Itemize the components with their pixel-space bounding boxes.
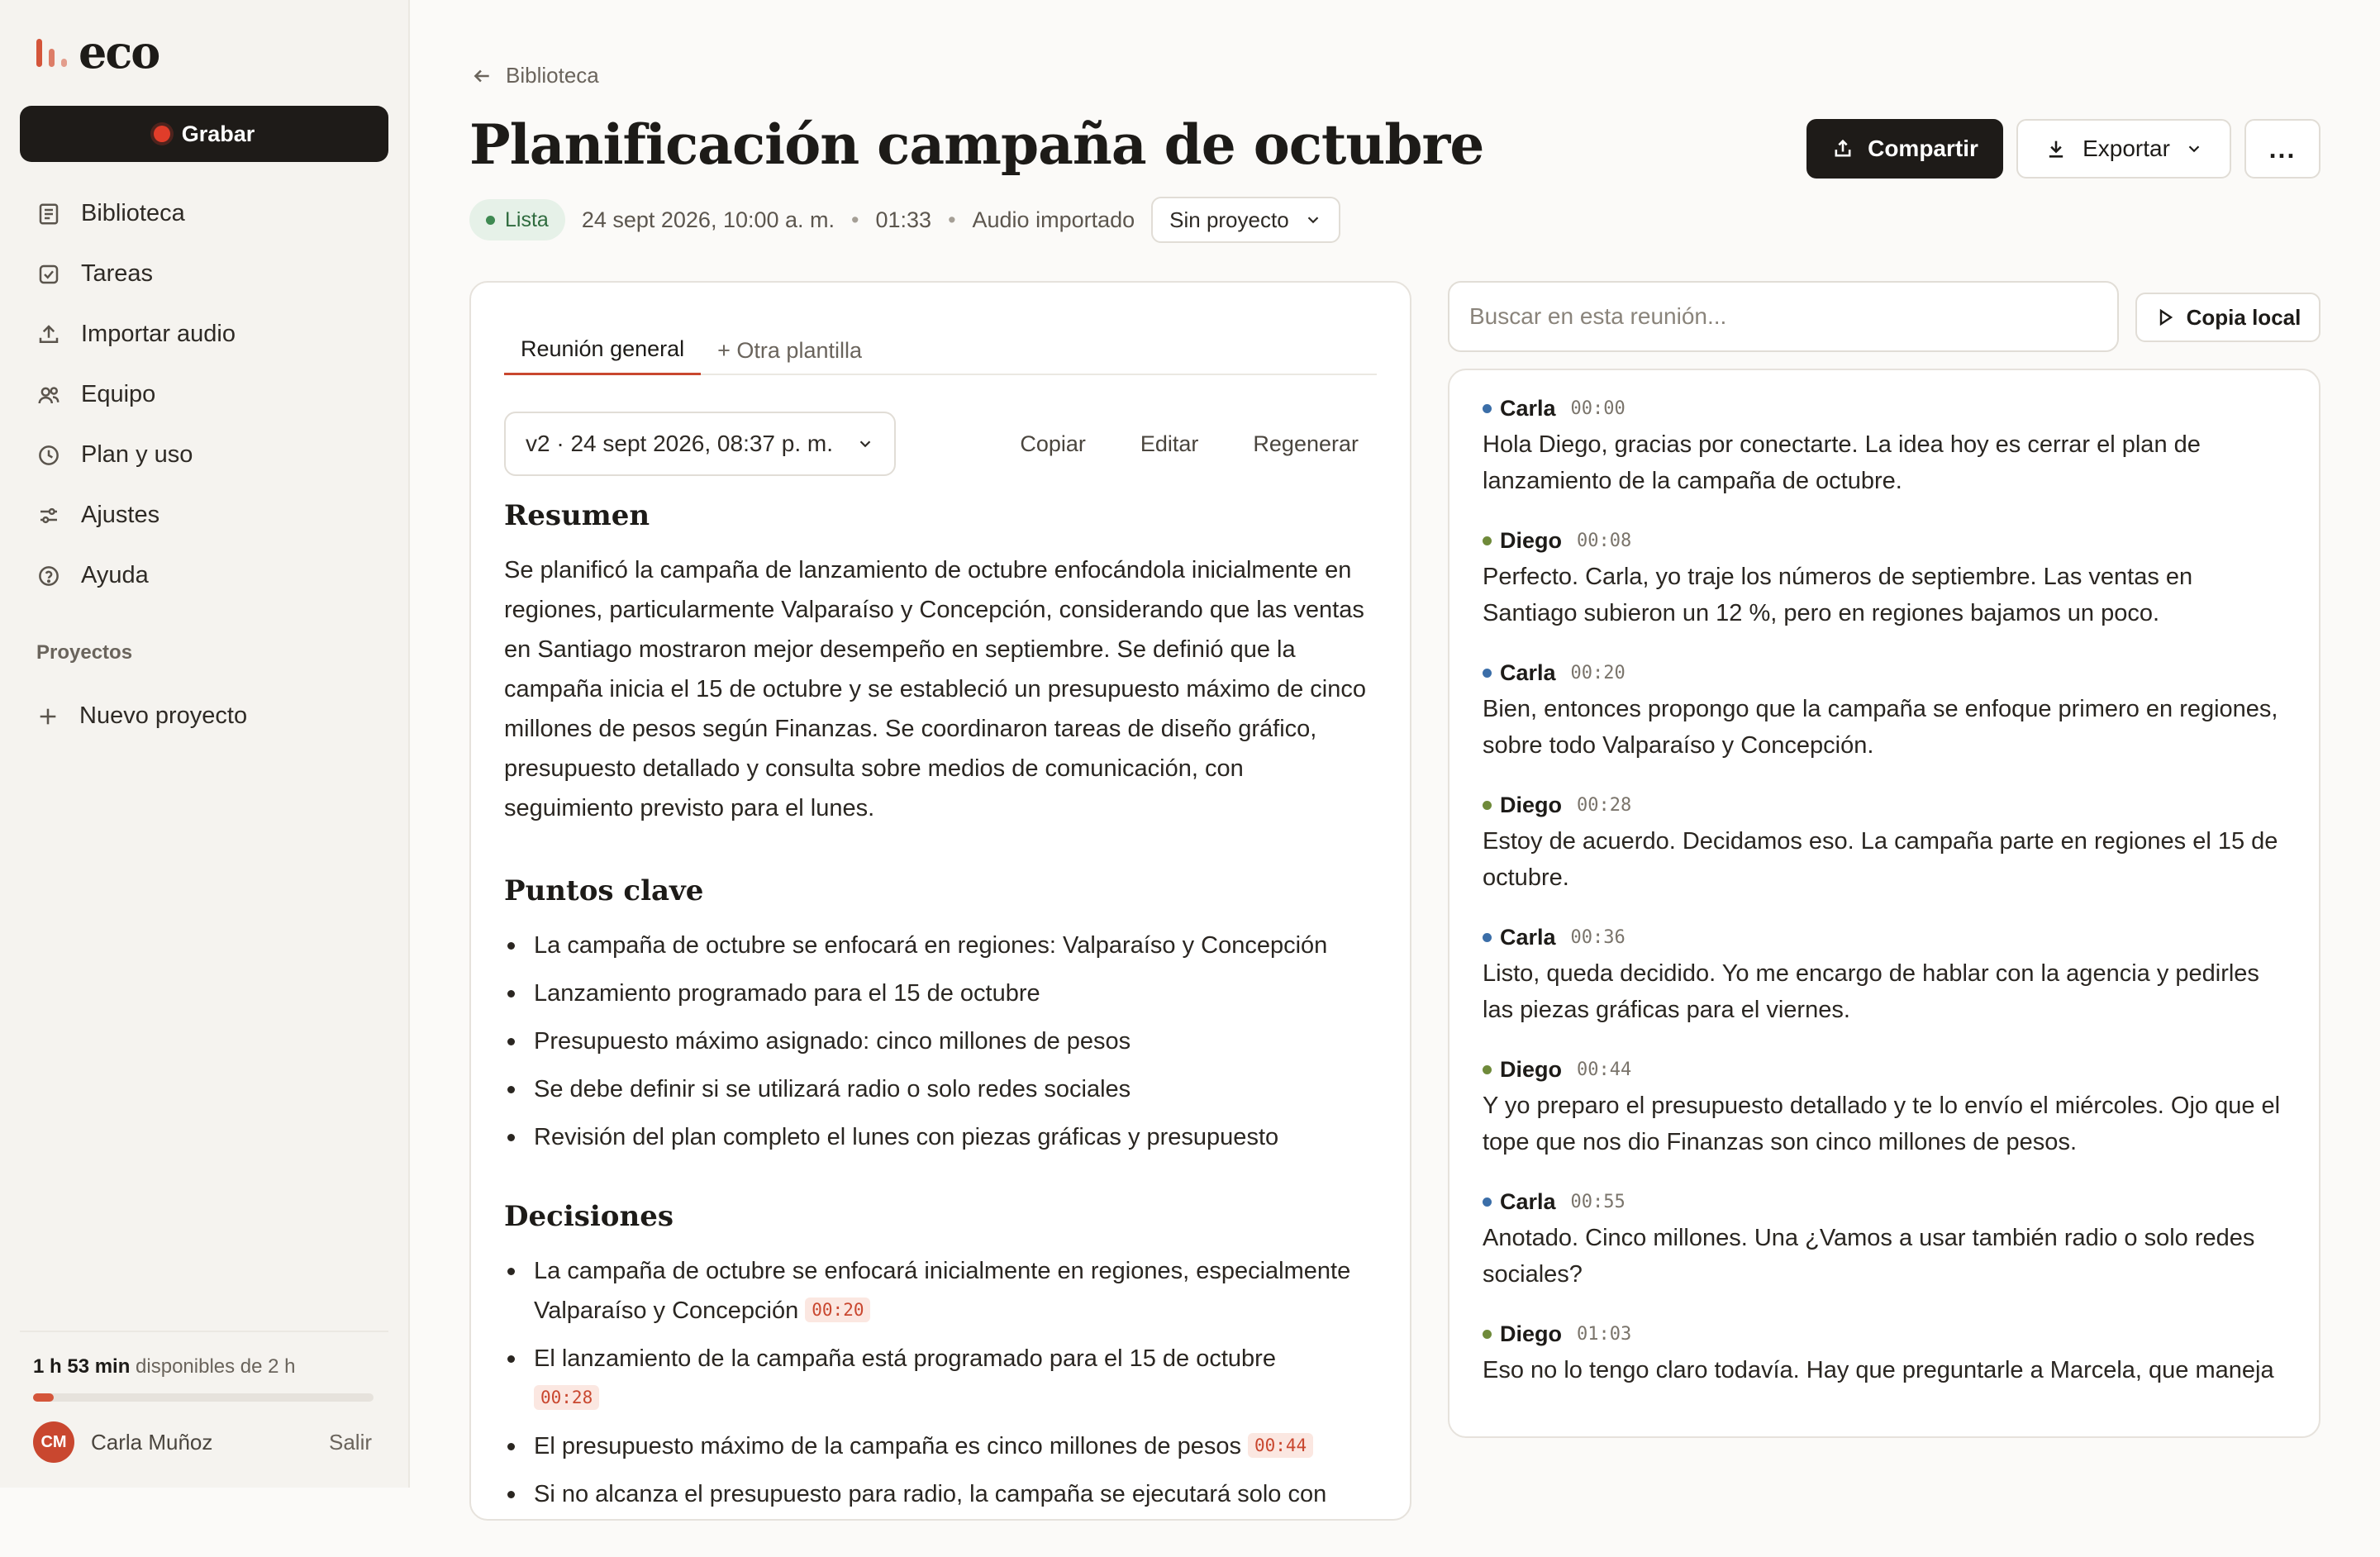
export-button[interactable] xyxy=(2016,119,2231,179)
list-item: Lanzamiento programado para el 15 de octubre xyxy=(504,974,1388,1013)
timestamp-link[interactable]: 00:44 xyxy=(1248,1433,1313,1458)
usage-panel xyxy=(20,1331,388,1402)
speaker-name: Carla xyxy=(1500,395,1556,421)
user-row xyxy=(33,1421,372,1463)
status-badge xyxy=(469,199,565,240)
decision-text: El lanzamiento de la campaña está programado para el 15 de octubre xyxy=(534,1345,1276,1372)
sidebar-item-label: Equipo xyxy=(81,381,156,407)
turn-text: Listo, queda decidido. Yo me encargo de hablar con la agencia y pedirles las piezas gráficas para el viernes. xyxy=(1483,960,2259,1023)
share-button[interactable] xyxy=(1806,119,2003,179)
upload-icon xyxy=(36,322,61,347)
local-copy-button[interactable] xyxy=(2135,293,2320,342)
copy-button[interactable]: Copiar xyxy=(1020,431,1086,456)
resumen-text: Se planificó la campaña de lanzamiento de octubre enfocándola inicialmente en regiones, particularmente Valparaíso y Concepción, considerando que las ventas en Santiago mostraron mejor desempeño en septiembre. Se definió que la campaña inicia el 15 de octubre y se estableció un presupuesto máximo de cinco millones de pesos según Finanzas. Se coordinaron tareas de diseño gráfico, presupuesto detallado y consulta sobre medios de comunicación, con seguimiento previsto para el lunes. xyxy=(504,557,1366,821)
list-item: Se debe definir si se utilizará radio o solo redes sociales xyxy=(504,1069,1388,1109)
new-project-label: Nuevo proyecto xyxy=(79,702,248,729)
status-dot-icon xyxy=(486,216,495,225)
logout-button[interactable]: Salir xyxy=(328,1429,372,1455)
meeting-source: Audio importado xyxy=(972,207,1135,232)
usage-text xyxy=(20,1355,388,1378)
transcript-search-input[interactable] xyxy=(1448,281,2119,352)
turn-header xyxy=(1483,788,2292,821)
speaker-dot-icon xyxy=(1483,1330,1492,1339)
sidebar-item-plan-y-uso[interactable] xyxy=(20,425,388,485)
tab-reunion-general[interactable]: Reunión general xyxy=(504,326,701,375)
chevron-down-icon xyxy=(2185,140,2203,158)
avatar[interactable]: CM xyxy=(33,1421,74,1463)
list-item: Presupuesto máximo asignado: cinco millones de pesos xyxy=(504,1021,1388,1061)
version-value: v2 · 24 sept 2026, 08:37 p. m. xyxy=(526,431,834,456)
transcript-turn[interactable] xyxy=(1483,1317,2292,1388)
sidebar-nav xyxy=(20,183,388,606)
decision-text: La campaña de octubre se enfocará inicialmente en regiones, especialmente Valparaíso y Concepción xyxy=(534,1258,1351,1324)
help-icon xyxy=(36,564,61,588)
sidebar xyxy=(0,0,410,1488)
transcript-turn[interactable] xyxy=(1483,921,2292,1028)
sidebar-item-ayuda[interactable] xyxy=(20,545,388,606)
turn-text: Estoy de acuerdo. Decidamos eso. La campaña parte en regiones el 15 de octubre. xyxy=(1483,828,2278,891)
timestamp-link[interactable]: 00:20 xyxy=(805,1298,870,1322)
record-dot-icon xyxy=(154,126,170,142)
list-item: Revisión del plan completo el lunes con piezas gráficas y presupuesto xyxy=(504,1117,1388,1157)
arrow-left-icon xyxy=(471,65,493,87)
turn-text: Hola Diego, gracias por conectarte. La idea hoy es cerrar el plan de lanzamiento de la campaña de octubre. xyxy=(1483,431,2201,494)
edit-button[interactable]: Editar xyxy=(1140,431,1199,456)
turn-text: Perfecto. Carla, yo traje los números de septiembre. Las ventas en Santiago subieron un 12 %, pero en regiones bajamos un poco. xyxy=(1483,564,2193,626)
transcript-turn[interactable] xyxy=(1483,1185,2292,1293)
speaker-name: Diego xyxy=(1500,792,1563,817)
play-icon xyxy=(2155,307,2175,327)
speaker-dot-icon xyxy=(1483,536,1492,545)
list-item xyxy=(504,1339,1388,1418)
speaker-name: Carla xyxy=(1500,1188,1556,1214)
list-item xyxy=(504,1251,1388,1331)
transcript-panel xyxy=(1448,369,2320,1438)
record-button[interactable] xyxy=(20,106,388,162)
speaker-dot-icon xyxy=(1483,1065,1492,1074)
transcript-turn[interactable] xyxy=(1483,656,2292,764)
speaker-dot-icon xyxy=(1483,669,1492,678)
sidebar-item-label: Plan y uso xyxy=(81,441,193,468)
puntos-clave-heading: Puntos clave xyxy=(504,874,704,907)
summary-actions xyxy=(983,412,1377,476)
sidebar-item-ajustes[interactable] xyxy=(20,485,388,545)
speaker-name: Diego xyxy=(1500,1056,1563,1082)
puntos-clave-list xyxy=(504,926,1388,1157)
back-link[interactable] xyxy=(471,63,599,88)
more-icon: ... xyxy=(2268,133,2297,164)
sliders-icon xyxy=(36,503,61,528)
project-select[interactable] xyxy=(1151,197,1340,243)
turn-header xyxy=(1483,921,2292,954)
clock-icon xyxy=(36,443,61,468)
turn-text: Anotado. Cinco millones. Una ¿Vamos a usar también radio o solo redes sociales? xyxy=(1483,1225,2255,1288)
speaker-dot-icon xyxy=(1483,404,1492,413)
turn-header xyxy=(1483,392,2292,425)
list-item xyxy=(504,1426,1388,1466)
turn-header xyxy=(1483,1317,2292,1350)
page-title: Planificación campaña de octubre xyxy=(469,112,1484,177)
summary-content xyxy=(504,499,1388,1557)
speaker-name: Diego xyxy=(1500,1321,1563,1346)
separator-dot: • xyxy=(851,207,859,232)
more-options-button[interactable] xyxy=(2244,119,2320,179)
tab-otra-plantilla[interactable]: + Otra plantilla xyxy=(717,337,862,363)
transcript-turn[interactable] xyxy=(1483,1053,2292,1160)
search-placeholder: Buscar en esta reunión... xyxy=(1469,303,1727,329)
turn-timestamp[interactable]: 00:08 xyxy=(1577,530,1632,551)
sidebar-item-label: Tareas xyxy=(81,260,154,287)
turn-timestamp[interactable]: 00:36 xyxy=(1570,926,1626,948)
template-tabs xyxy=(504,326,1377,375)
transcript-turn[interactable] xyxy=(1483,392,2292,499)
speaker-dot-icon xyxy=(1483,1198,1492,1207)
meeting-date: 24 sept 2026, 10:00 a. m. xyxy=(581,207,835,232)
usage-used: 1 h 53 min xyxy=(33,1355,131,1378)
speaker-dot-icon xyxy=(1483,801,1492,810)
turn-header xyxy=(1483,1053,2292,1086)
sidebar-item-label: Ayuda xyxy=(81,562,149,588)
meeting-duration: 01:33 xyxy=(875,207,932,232)
project-value: Sin proyecto xyxy=(1169,207,1289,232)
sidebar-item-equipo[interactable] xyxy=(20,364,388,425)
sidebar-item-tareas[interactable] xyxy=(20,244,388,304)
local-copy-label: Copia local xyxy=(2186,304,2301,330)
turn-text: Bien, entonces propongo que la campaña se enfoque primero en regiones, sobre todo Valparaíso y Concepción. xyxy=(1483,696,2278,759)
usage-progress-bar xyxy=(33,1393,374,1402)
transcript-turn[interactable] xyxy=(1483,788,2292,896)
decisiones-list xyxy=(504,1251,1388,1514)
turn-header xyxy=(1483,524,2292,557)
decisiones-heading: Decisiones xyxy=(504,1200,674,1233)
turn-header xyxy=(1483,1185,2292,1218)
team-icon xyxy=(36,383,61,407)
sidebar-item-biblioteca[interactable] xyxy=(20,183,388,244)
meeting-meta xyxy=(469,197,1340,243)
app-logo[interactable] xyxy=(36,26,159,79)
projects-section-label: Proyectos xyxy=(36,641,133,664)
summary-card xyxy=(469,281,1411,1521)
speaker-dot-icon xyxy=(1483,933,1492,942)
turn-timestamp[interactable]: 00:00 xyxy=(1570,398,1626,419)
sidebar-item-label: Importar audio xyxy=(81,321,236,347)
plus-icon xyxy=(36,705,60,728)
status-label: Lista xyxy=(505,207,549,231)
share-icon xyxy=(1831,137,1854,160)
sidebar-item-label: Biblioteca xyxy=(81,200,185,226)
turn-timestamp[interactable]: 00:55 xyxy=(1570,1191,1626,1212)
chevron-down-icon xyxy=(1304,211,1322,229)
sidebar-item-label: Ajustes xyxy=(81,502,160,528)
user-name: Carla Muñoz xyxy=(91,1429,213,1455)
transcript-turn[interactable] xyxy=(1483,524,2292,631)
download-icon xyxy=(2044,137,2068,160)
usage-progress-fill xyxy=(33,1393,54,1402)
turn-text: Eso no lo tengo claro todavía. Hay que preguntarle a Marcela, que maneja xyxy=(1483,1357,2274,1383)
turn-timestamp[interactable]: 00:20 xyxy=(1570,662,1626,683)
logo-mark-icon xyxy=(36,37,67,67)
speaker-name: Carla xyxy=(1500,659,1556,685)
list-item: La campaña de octubre se enfocará en regiones: Valparaíso y Concepción xyxy=(504,926,1388,965)
turn-timestamp[interactable]: 00:44 xyxy=(1577,1059,1632,1080)
chevron-down-icon xyxy=(856,435,874,453)
logo-text: eco xyxy=(79,26,159,79)
tasks-icon xyxy=(36,262,61,287)
turn-timestamp[interactable]: 01:03 xyxy=(1577,1323,1632,1345)
speaker-name: Carla xyxy=(1500,924,1556,950)
sidebar-item-importar-audio[interactable] xyxy=(20,304,388,364)
speaker-name: Diego xyxy=(1500,527,1563,553)
usage-rest: disponibles de 2 h xyxy=(136,1355,296,1378)
decision-text: El presupuesto máximo de la campaña es cinco millones de pesos xyxy=(534,1433,1241,1459)
timestamp-link[interactable]: 00:28 xyxy=(534,1385,599,1410)
record-label: Grabar xyxy=(181,121,255,146)
share-label: Compartir xyxy=(1868,136,1978,161)
resumen-heading: Resumen xyxy=(504,499,650,532)
turn-header xyxy=(1483,656,2292,689)
separator-dot: • xyxy=(948,207,956,232)
turn-text: Y yo preparo el presupuesto detallado y te lo envío el miércoles. Ojo que el tope que nos dio Finanzas son cinco millones de pesos. xyxy=(1483,1093,2281,1155)
new-project-button[interactable] xyxy=(36,702,247,730)
back-label: Biblioteca xyxy=(506,63,599,88)
library-icon xyxy=(36,202,61,226)
decision-text: Si no alcanza el presupuesto para radio, la campaña se ejecutará solo con xyxy=(534,1481,1327,1507)
version-select[interactable] xyxy=(504,412,896,476)
list-item xyxy=(504,1474,1388,1514)
regenerate-button[interactable]: Regenerar xyxy=(1253,431,1359,456)
transcript-list xyxy=(1483,392,2292,1413)
export-label: Exportar xyxy=(2082,136,2170,161)
turn-timestamp[interactable]: 00:28 xyxy=(1577,794,1632,816)
